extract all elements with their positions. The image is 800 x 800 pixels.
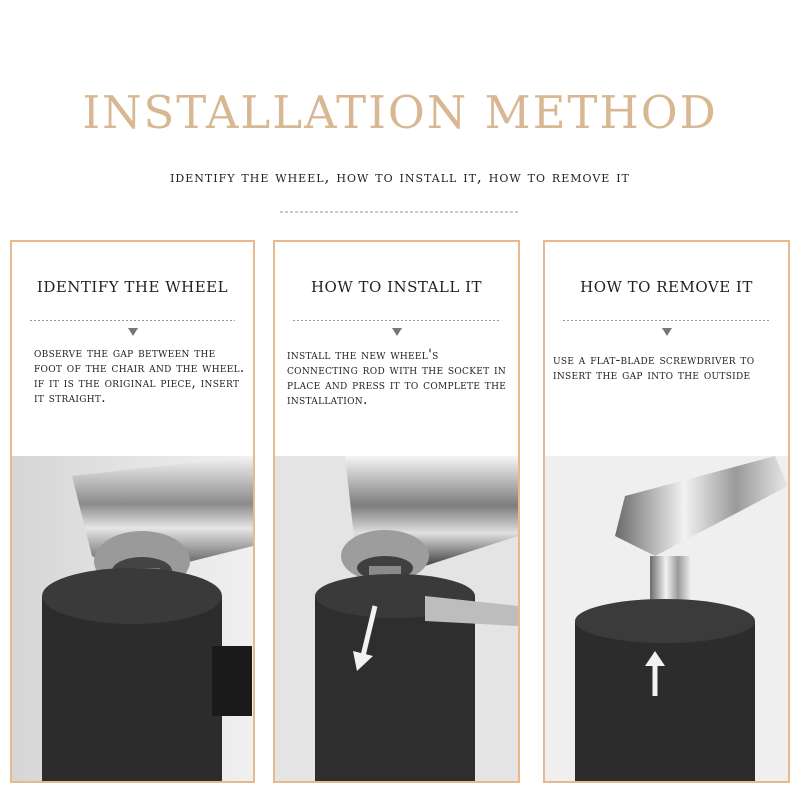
panel-heading: HOW TO INSTALL IT bbox=[310, 278, 483, 296]
panel-identify-wheel bbox=[10, 240, 255, 783]
panel-remove-it bbox=[543, 240, 790, 783]
panel-heading: HOW TO REMOVE IT bbox=[580, 278, 753, 296]
down-triangle-icon bbox=[662, 328, 672, 336]
panel-install-it bbox=[273, 240, 520, 783]
dashed-divider bbox=[30, 320, 235, 321]
down-triangle-icon bbox=[392, 328, 402, 336]
caster-wheel-install-photo bbox=[275, 456, 518, 783]
panel-body-text: observe the gap between the foot of the chair and the wheel. if it is the original piece, insert it straight. bbox=[34, 345, 245, 406]
down-triangle-icon bbox=[128, 328, 138, 336]
caster-wheel-identify-photo bbox=[12, 456, 253, 783]
panel-body-text: use a flat-blade screwdriver to insert the gap into the outside bbox=[553, 352, 755, 383]
page-title: INSTALLATION METHOD bbox=[82, 86, 718, 139]
caster-wheel-remove-photo bbox=[545, 456, 788, 783]
page-subtitle: identify the wheel, how to install it, how to remove it bbox=[170, 168, 630, 186]
panel-heading: IDENTIFY THE WHEEL bbox=[36, 278, 229, 296]
dashed-divider bbox=[293, 320, 500, 321]
dashed-divider bbox=[563, 320, 770, 321]
panel-body-text: install the new wheel's connecting rod with the socket in place and press it to complete the installation. bbox=[287, 347, 507, 408]
decorative-divider bbox=[280, 211, 520, 213]
